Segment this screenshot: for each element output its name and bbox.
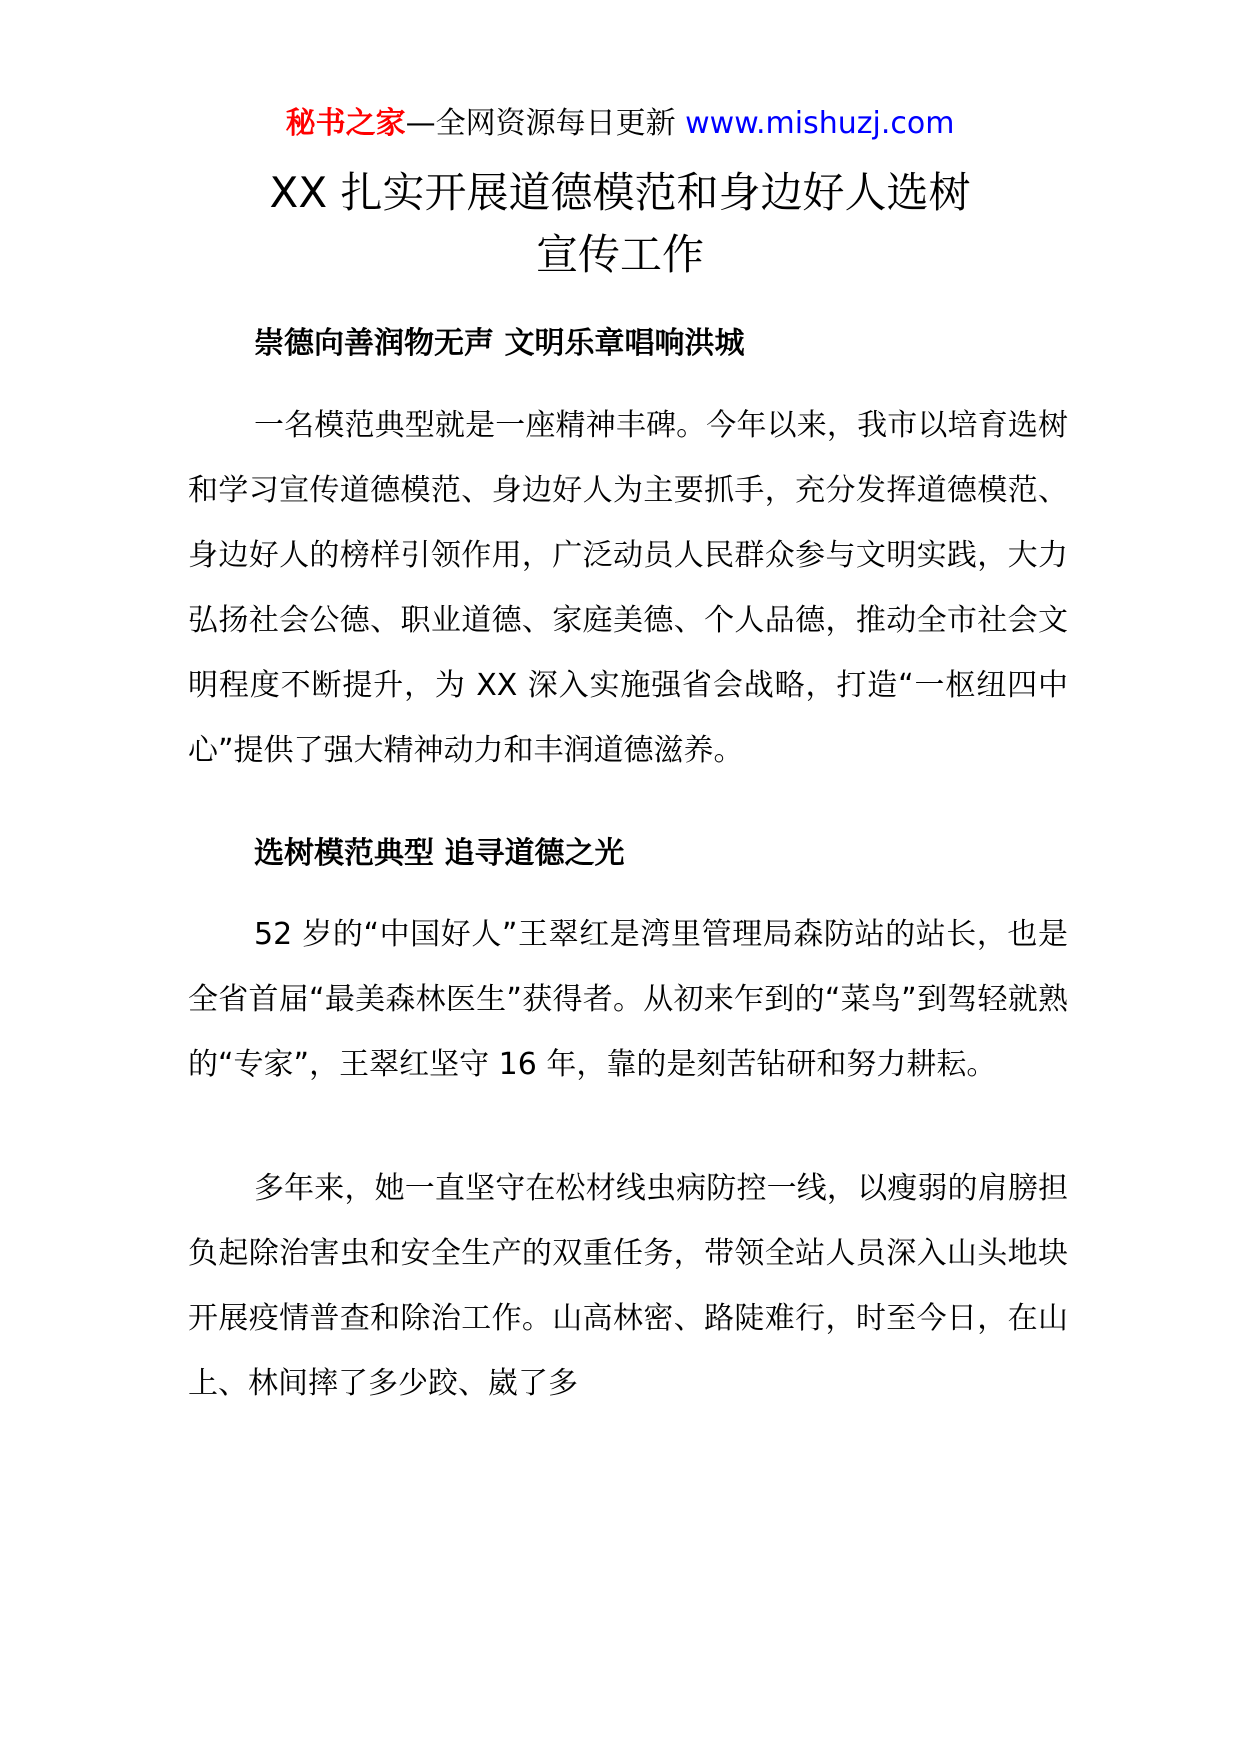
site-header (0, 100, 1240, 148)
title-line-1: XX 扎实开展道德模范和身边好人选树 (269, 168, 971, 217)
title-line-2: 宣传工作 (535, 230, 704, 279)
site-url-link[interactable]: www.mishuzj.com (685, 106, 955, 141)
document-title (160, 162, 1080, 286)
section-heading-2: 选树模范典型 追寻道德之光 (254, 836, 625, 871)
header-tagline: —全网资源每日更新 (405, 106, 676, 141)
brand-name: 秘书之家 (285, 106, 406, 141)
paragraph-1: 一名模范典型就是一座精神丰碑。今年以来，我市以培育选树和学习宣传道德模范、身边好人为主要抓手，充分发挥道德模范、身边好人的榜样引领作用，广泛动员人民群众参与文明实践，大力弘扬社会公德、职业道德、家庭美德、个人品德，推动全市社会文明程度不断提升，为 XX 深入实施强省会战略，打造“一枢纽四中心”提供了强大精神动力和丰润道德滋养。 (188, 408, 1068, 768)
section-heading-1: 崇德向善润物无声 文明乐章唱响洪城 (254, 326, 745, 361)
paragraph-3: 多年来，她一直坚守在松材线虫病防控一线，以瘦弱的肩膀担负起除治害虫和安全生产的双重任务，带领全站人员深入山头地块开展疫情普查和除治工作。山高林密、路陡难行，时至今日，在山上、林间摔了多少跤、崴了多 (188, 1171, 1068, 1401)
paragraph-2: 52 岁的“中国好人”王翠红是湾里管理局森防站的站长，也是全省首届“最美森林医生”获得者。从初来乍到的“菜鸟”到驾轻就熟的“专家”，王翠红坚守 16 年，靠的是刻苦钻研和努力耕耘。 (188, 917, 1068, 1082)
